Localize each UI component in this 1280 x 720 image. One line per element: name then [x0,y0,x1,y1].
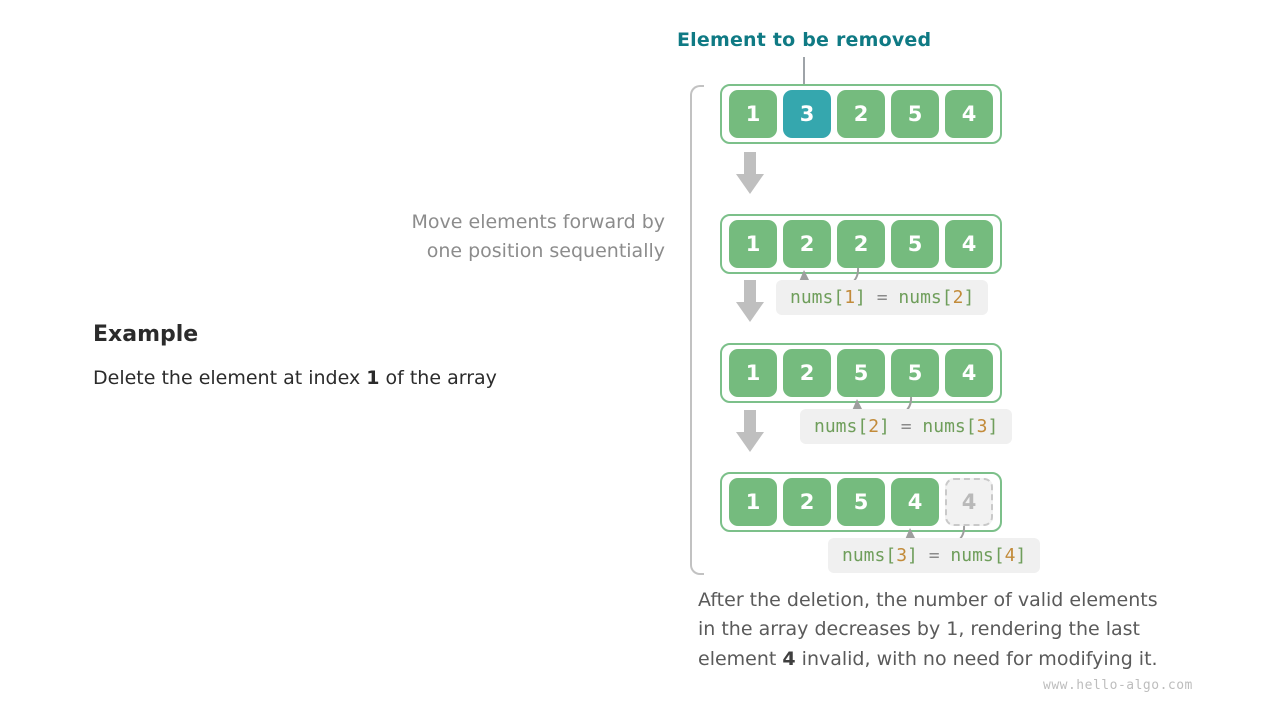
down-arrow-2 [736,280,764,324]
array-step1-cell-1: 2 [783,220,831,268]
array-step3-cell-4-invalid: 4 [945,478,993,526]
page-title: Element to be removed [677,29,932,51]
title-pointer-line [803,57,805,85]
steps-brace [690,85,704,575]
code-label-3: nums[3] = nums[4] [828,538,1040,573]
array-initial-cell-0: 1 [729,90,777,138]
code-label-3-rhs: nums [950,545,994,566]
code-label-2-rhs-index: 3 [976,416,988,437]
array-step2-cell-4: 4 [945,349,993,397]
code-label-3-rhs-index: 4 [1004,545,1016,566]
array-step2-cell-0: 1 [729,349,777,397]
watermark: www.hello-algo.com [1043,678,1193,693]
footer-line-2: in the array decreases by 1, rendering the last [698,618,1141,641]
example-desc-post: of the array [379,367,497,389]
array-step1-cell-2: 2 [837,220,885,268]
example-desc-index: 1 [366,367,380,389]
example-description [93,365,613,392]
array-step1-cell-4: 4 [945,220,993,268]
footer-note [698,586,1218,674]
array-initial-cell-1: 3 [783,90,831,138]
code-label-1: nums[1] = nums[2] [776,280,988,315]
array-step2-cell-1: 2 [783,349,831,397]
down-arrow-3 [736,410,764,454]
example-desc-pre: Delete the element at index [93,367,367,389]
footer-line-3-post: invalid, with no need for modifying it. [795,647,1158,670]
code-label-1-lhs: nums [790,287,834,308]
code-label-3-lhs: nums [842,545,886,566]
array-step3-cell-1: 2 [783,478,831,526]
array-step1-cell-3: 5 [891,220,939,268]
footer-line-3-bold: 4 [782,647,796,670]
code-label-2-lhs-index: 2 [868,416,880,437]
array-step1-cell-0: 1 [729,220,777,268]
array-step2-cell-2: 5 [837,349,885,397]
footer-line-3-pre: element [698,647,783,670]
move-label-line2: one position sequentially [426,240,665,263]
array-initial-cell-4: 4 [945,90,993,138]
code-label-1-rhs-index: 2 [952,287,964,308]
example-block [93,322,613,392]
array-initial [720,84,1002,144]
code-label-2: nums[2] = nums[3] [800,409,1012,444]
code-label-1-lhs-index: 1 [844,287,856,308]
array-step3-cell-0: 1 [729,478,777,526]
array-step2-cell-3: 5 [891,349,939,397]
code-label-2-rhs: nums [922,416,966,437]
array-step3-cell-3: 4 [891,478,939,526]
array-initial-cell-3: 5 [891,90,939,138]
code-label-1-rhs: nums [898,287,942,308]
code-label-3-lhs-index: 3 [896,545,908,566]
array-step3-cell-2: 5 [837,478,885,526]
down-arrow-1 [736,152,764,196]
code-label-2-lhs: nums [814,416,858,437]
move-elements-label [345,208,665,267]
move-label-line1: Move elements forward by [411,211,665,233]
array-initial-cell-2: 2 [837,90,885,138]
example-heading: Example [93,322,199,347]
footer-line-1: After the deletion, the number of valid elements [698,589,1158,611]
